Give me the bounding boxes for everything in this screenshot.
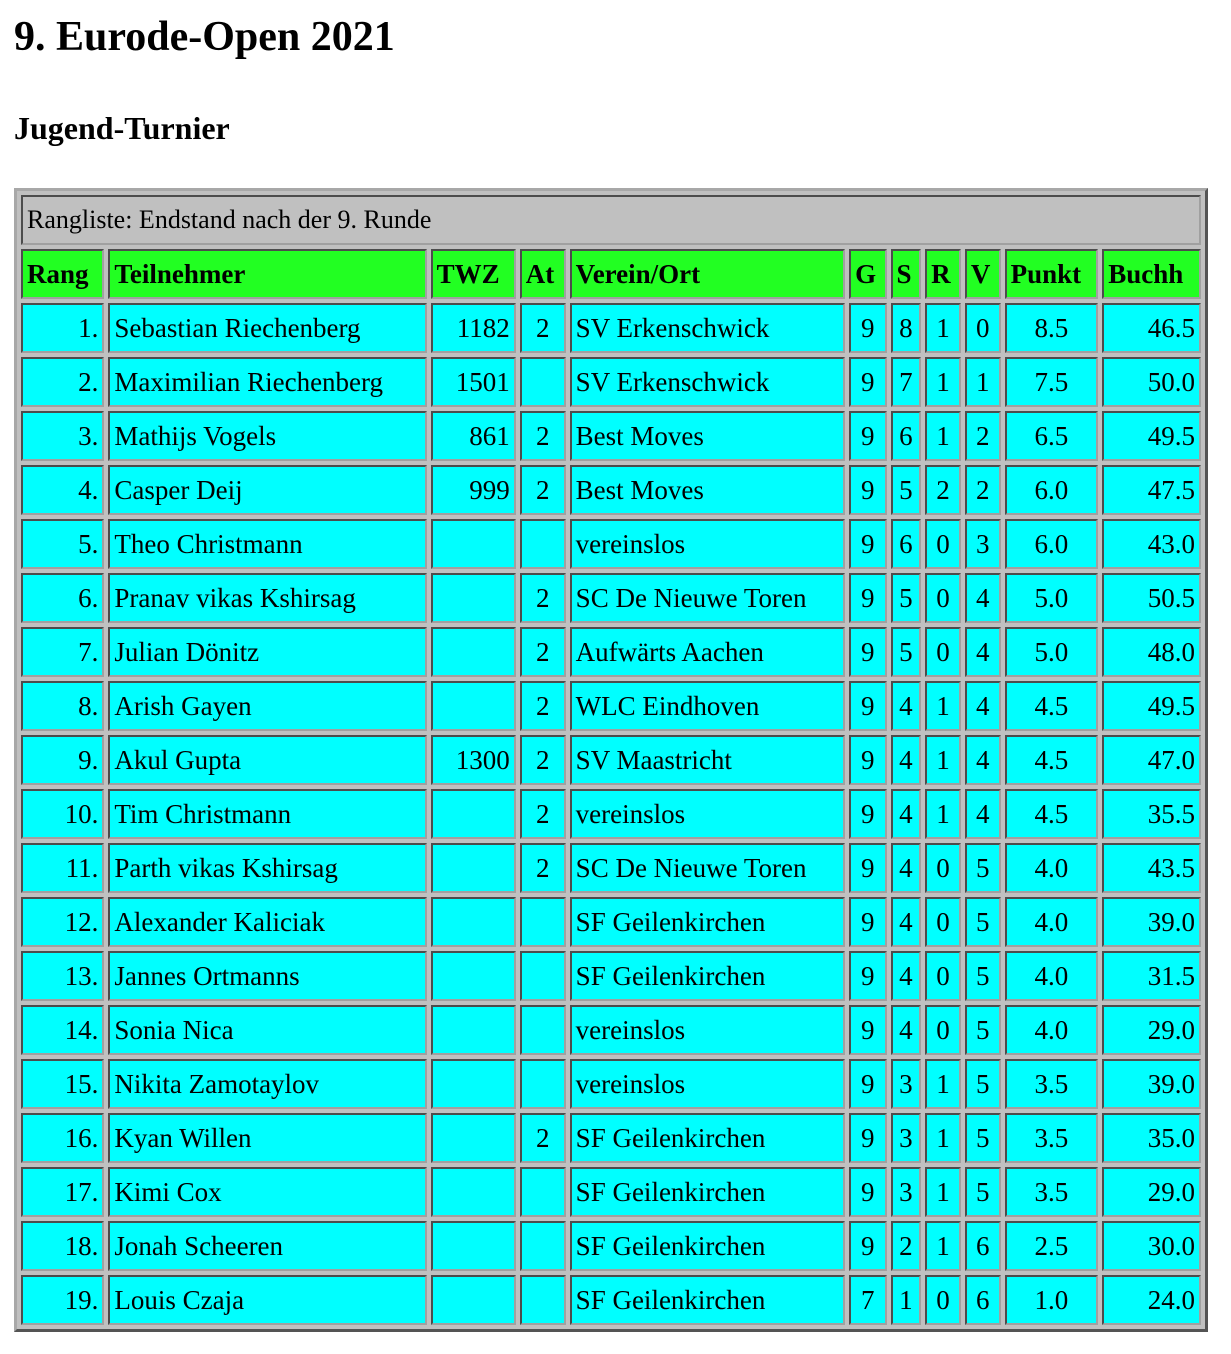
table-body	[21, 303, 1201, 1325]
draws-cell: 1	[925, 357, 961, 407]
at-cell	[520, 897, 566, 947]
club-cell: SF Geilenkirchen	[570, 1167, 845, 1217]
at-cell: 2	[520, 465, 566, 515]
buchholz-cell: 49.5	[1102, 681, 1201, 731]
draws-cell: 0	[925, 843, 961, 893]
club-cell: Best Moves	[570, 465, 845, 515]
buchholz-cell: 47.5	[1102, 465, 1201, 515]
wins-cell: 4	[891, 897, 922, 947]
twz-cell	[431, 681, 516, 731]
at-cell: 2	[520, 573, 566, 623]
points-cell: 4.0	[1005, 1005, 1099, 1055]
twz-cell	[431, 627, 516, 677]
header-col-rang: Rang	[21, 249, 104, 299]
table-row	[21, 735, 1201, 785]
wins-cell: 5	[891, 465, 922, 515]
club-cell: vereinslos	[570, 1059, 845, 1109]
club-cell: SC De Nieuwe Toren	[570, 573, 845, 623]
wins-cell: 4	[891, 843, 922, 893]
wins-cell: 8	[891, 303, 922, 353]
games-cell: 9	[849, 465, 886, 515]
player-name-cell: Mathijs Vogels	[108, 411, 426, 461]
club-cell: vereinslos	[570, 789, 845, 839]
twz-cell	[431, 1167, 516, 1217]
rank-cell: 18.	[21, 1221, 104, 1271]
wins-cell: 4	[891, 1005, 922, 1055]
rank-cell: 7.	[21, 627, 104, 677]
draws-cell: 0	[925, 897, 961, 947]
buchholz-cell: 49.5	[1102, 411, 1201, 461]
player-name-cell: Julian Dönitz	[108, 627, 426, 677]
at-cell: 2	[520, 627, 566, 677]
club-cell: SF Geilenkirchen	[570, 897, 845, 947]
losses-cell: 4	[965, 681, 1001, 731]
losses-cell: 6	[965, 1221, 1001, 1271]
twz-cell	[431, 951, 516, 1001]
losses-cell: 2	[965, 465, 1001, 515]
table-row	[21, 951, 1201, 1001]
table-row	[21, 357, 1201, 407]
at-cell: 2	[520, 303, 566, 353]
games-cell: 9	[849, 735, 886, 785]
games-cell: 9	[849, 627, 886, 677]
buchholz-cell: 29.0	[1102, 1005, 1201, 1055]
table-row	[21, 465, 1201, 515]
twz-cell: 861	[431, 411, 516, 461]
player-name-cell: Alexander Kaliciak	[108, 897, 426, 947]
at-cell	[520, 519, 566, 569]
club-cell: SF Geilenkirchen	[570, 951, 845, 1001]
wins-cell: 4	[891, 951, 922, 1001]
at-cell: 2	[520, 843, 566, 893]
draws-cell: 0	[925, 519, 961, 569]
table-row	[21, 1221, 1201, 1271]
at-cell	[520, 1059, 566, 1109]
wins-cell: 5	[891, 573, 922, 623]
games-cell: 9	[849, 951, 886, 1001]
games-cell: 9	[849, 1005, 886, 1055]
games-cell: 9	[849, 573, 886, 623]
losses-cell: 0	[965, 303, 1001, 353]
points-cell: 4.0	[1005, 897, 1099, 947]
twz-cell	[431, 1005, 516, 1055]
draws-cell: 0	[925, 573, 961, 623]
club-cell: SV Erkenschwick	[570, 357, 845, 407]
table-row	[21, 411, 1201, 461]
table-row	[21, 1113, 1201, 1163]
table-caption: Rangliste: Endstand nach der 9. Runde	[21, 195, 1201, 245]
points-cell: 6.0	[1005, 465, 1099, 515]
buchholz-cell: 48.0	[1102, 627, 1201, 677]
draws-cell: 0	[925, 1005, 961, 1055]
header-col-r: R	[925, 249, 961, 299]
club-cell: WLC Eindhoven	[570, 681, 845, 731]
points-cell: 5.0	[1005, 573, 1099, 623]
twz-cell: 1182	[431, 303, 516, 353]
club-cell: vereinslos	[570, 519, 845, 569]
wins-cell: 3	[891, 1167, 922, 1217]
wins-cell: 5	[891, 627, 922, 677]
player-name-cell: Nikita Zamotaylov	[108, 1059, 426, 1109]
games-cell: 9	[849, 897, 886, 947]
header-col-teilnehmer: Teilnehmer	[108, 249, 426, 299]
points-cell: 4.5	[1005, 681, 1099, 731]
buchholz-cell: 39.0	[1102, 897, 1201, 947]
points-cell: 7.5	[1005, 357, 1099, 407]
caption-row	[21, 195, 1201, 245]
rank-cell: 11.	[21, 843, 104, 893]
draws-cell: 0	[925, 951, 961, 1001]
buchholz-cell: 35.0	[1102, 1113, 1201, 1163]
at-cell	[520, 1167, 566, 1217]
header-col-verein: Verein/Ort	[570, 249, 845, 299]
losses-cell: 4	[965, 735, 1001, 785]
points-cell: 2.5	[1005, 1221, 1099, 1271]
header-col-at: At	[520, 249, 566, 299]
twz-cell	[431, 519, 516, 569]
club-cell: SV Maastricht	[570, 735, 845, 785]
points-cell: 3.5	[1005, 1167, 1099, 1217]
club-cell: Aufwärts Aachen	[570, 627, 845, 677]
table-row	[21, 897, 1201, 947]
games-cell: 9	[849, 1167, 886, 1217]
points-cell: 1.0	[1005, 1275, 1099, 1325]
points-cell: 4.5	[1005, 789, 1099, 839]
buchholz-cell: 24.0	[1102, 1275, 1201, 1325]
at-cell	[520, 357, 566, 407]
games-cell: 9	[849, 789, 886, 839]
twz-cell	[431, 1275, 516, 1325]
club-cell: SF Geilenkirchen	[570, 1221, 845, 1271]
page-title: 9. Eurode-Open 2021	[14, 14, 395, 60]
buchholz-cell: 50.0	[1102, 357, 1201, 407]
twz-cell	[431, 573, 516, 623]
buchholz-cell: 30.0	[1102, 1221, 1201, 1271]
points-cell: 4.5	[1005, 735, 1099, 785]
buchholz-cell: 43.0	[1102, 519, 1201, 569]
twz-cell	[431, 1059, 516, 1109]
club-cell: SF Geilenkirchen	[570, 1275, 845, 1325]
at-cell: 2	[520, 789, 566, 839]
rank-cell: 5.	[21, 519, 104, 569]
points-cell: 6.0	[1005, 519, 1099, 569]
wins-cell: 2	[891, 1221, 922, 1271]
header-col-g: G	[849, 249, 886, 299]
buchholz-cell: 50.5	[1102, 573, 1201, 623]
draws-cell: 1	[925, 411, 961, 461]
losses-cell: 5	[965, 1059, 1001, 1109]
club-cell: SV Erkenschwick	[570, 303, 845, 353]
player-name-cell: Sonia Nica	[108, 1005, 426, 1055]
draws-cell: 1	[925, 681, 961, 731]
draws-cell: 1	[925, 303, 961, 353]
rank-cell: 6.	[21, 573, 104, 623]
losses-cell: 2	[965, 411, 1001, 461]
wins-cell: 6	[891, 519, 922, 569]
player-name-cell: Pranav vikas Kshirsag	[108, 573, 426, 623]
rank-cell: 12.	[21, 897, 104, 947]
header-col-v: V	[965, 249, 1001, 299]
club-cell: Best Moves	[570, 411, 845, 461]
losses-cell: 5	[965, 1005, 1001, 1055]
table-row	[21, 303, 1201, 353]
wins-cell: 7	[891, 357, 922, 407]
rank-cell: 17.	[21, 1167, 104, 1217]
player-name-cell: Jonah Scheeren	[108, 1221, 426, 1271]
wins-cell: 4	[891, 681, 922, 731]
losses-cell: 4	[965, 573, 1001, 623]
games-cell: 9	[849, 843, 886, 893]
draws-cell: 1	[925, 1221, 961, 1271]
rank-cell: 4.	[21, 465, 104, 515]
points-cell: 8.5	[1005, 303, 1099, 353]
wins-cell: 6	[891, 411, 922, 461]
at-cell: 2	[520, 735, 566, 785]
losses-cell: 6	[965, 1275, 1001, 1325]
at-cell	[520, 1275, 566, 1325]
at-cell	[520, 1221, 566, 1271]
rank-cell: 14.	[21, 1005, 104, 1055]
twz-cell	[431, 789, 516, 839]
games-cell: 9	[849, 411, 886, 461]
at-cell	[520, 951, 566, 1001]
twz-cell	[431, 843, 516, 893]
buchholz-cell: 46.5	[1102, 303, 1201, 353]
points-cell: 4.0	[1005, 951, 1099, 1001]
club-cell: vereinslos	[570, 1005, 845, 1055]
at-cell	[520, 1005, 566, 1055]
player-name-cell: Jannes Ortmanns	[108, 951, 426, 1001]
club-cell: SC De Nieuwe Toren	[570, 843, 845, 893]
losses-cell: 5	[965, 1167, 1001, 1217]
player-name-cell: Theo Christmann	[108, 519, 426, 569]
wins-cell: 1	[891, 1275, 922, 1325]
player-name-cell: Maximilian Riechenberg	[108, 357, 426, 407]
games-cell: 9	[849, 1059, 886, 1109]
points-cell: 4.0	[1005, 843, 1099, 893]
losses-cell: 5	[965, 1113, 1001, 1163]
player-name-cell: Kimi Cox	[108, 1167, 426, 1217]
losses-cell: 3	[965, 519, 1001, 569]
at-cell: 2	[520, 411, 566, 461]
draws-cell: 1	[925, 1167, 961, 1217]
wins-cell: 4	[891, 735, 922, 785]
player-name-cell: Casper Deij	[108, 465, 426, 515]
table-row	[21, 789, 1201, 839]
wins-cell: 3	[891, 1059, 922, 1109]
games-cell: 9	[849, 1113, 886, 1163]
games-cell: 7	[849, 1275, 886, 1325]
draws-cell: 1	[925, 735, 961, 785]
at-cell: 2	[520, 681, 566, 731]
buchholz-cell: 47.0	[1102, 735, 1201, 785]
points-cell: 5.0	[1005, 627, 1099, 677]
rank-cell: 16.	[21, 1113, 104, 1163]
table-row	[21, 1005, 1201, 1055]
losses-cell: 5	[965, 951, 1001, 1001]
table-row	[21, 1059, 1201, 1109]
player-name-cell: Arish Gayen	[108, 681, 426, 731]
rank-cell: 8.	[21, 681, 104, 731]
losses-cell: 1	[965, 357, 1001, 407]
games-cell: 9	[849, 519, 886, 569]
twz-cell	[431, 897, 516, 947]
table-row	[21, 519, 1201, 569]
buchholz-cell: 43.5	[1102, 843, 1201, 893]
table-row	[21, 627, 1201, 677]
rank-cell: 13.	[21, 951, 104, 1001]
twz-cell	[431, 1113, 516, 1163]
twz-cell: 1501	[431, 357, 516, 407]
player-name-cell: Tim Christmann	[108, 789, 426, 839]
page-subtitle: Jugend-Turnier	[14, 110, 230, 146]
points-cell: 3.5	[1005, 1113, 1099, 1163]
rank-cell: 1.	[21, 303, 104, 353]
draws-cell: 0	[925, 627, 961, 677]
header-col-buchh: Buchh	[1102, 249, 1201, 299]
header-col-punkt: Punkt	[1005, 249, 1099, 299]
rank-cell: 10.	[21, 789, 104, 839]
wins-cell: 4	[891, 789, 922, 839]
games-cell: 9	[849, 1221, 886, 1271]
rank-cell: 9.	[21, 735, 104, 785]
twz-cell	[431, 1221, 516, 1271]
ranking-table	[14, 188, 1208, 1332]
table-row	[21, 843, 1201, 893]
twz-cell: 999	[431, 465, 516, 515]
draws-cell: 2	[925, 465, 961, 515]
table-row	[21, 1275, 1201, 1325]
player-name-cell: Louis Czaja	[108, 1275, 426, 1325]
buchholz-cell: 35.5	[1102, 789, 1201, 839]
draws-cell: 1	[925, 1059, 961, 1109]
games-cell: 9	[849, 681, 886, 731]
club-cell: SF Geilenkirchen	[570, 1113, 845, 1163]
draws-cell: 1	[925, 1113, 961, 1163]
games-cell: 9	[849, 303, 886, 353]
draws-cell: 0	[925, 1275, 961, 1325]
twz-cell: 1300	[431, 735, 516, 785]
buchholz-cell: 31.5	[1102, 951, 1201, 1001]
rank-cell: 3.	[21, 411, 104, 461]
at-cell: 2	[520, 1113, 566, 1163]
buchholz-cell: 29.0	[1102, 1167, 1201, 1217]
player-name-cell: Kyan Willen	[108, 1113, 426, 1163]
table-row	[21, 1167, 1201, 1217]
buchholz-cell: 39.0	[1102, 1059, 1201, 1109]
player-name-cell: Parth vikas Kshirsag	[108, 843, 426, 893]
header-col-s: S	[891, 249, 922, 299]
rank-cell: 15.	[21, 1059, 104, 1109]
draws-cell: 1	[925, 789, 961, 839]
losses-cell: 4	[965, 627, 1001, 677]
points-cell: 6.5	[1005, 411, 1099, 461]
games-cell: 9	[849, 357, 886, 407]
wins-cell: 3	[891, 1113, 922, 1163]
points-cell: 3.5	[1005, 1059, 1099, 1109]
rank-cell: 2.	[21, 357, 104, 407]
table-row	[21, 573, 1201, 623]
player-name-cell: Akul Gupta	[108, 735, 426, 785]
losses-cell: 4	[965, 789, 1001, 839]
header-row	[21, 249, 1201, 299]
rank-cell: 19.	[21, 1275, 104, 1325]
header-col-twz: TWZ	[431, 249, 516, 299]
table-row	[21, 681, 1201, 731]
player-name-cell: Sebastian Riechenberg	[108, 303, 426, 353]
losses-cell: 5	[965, 897, 1001, 947]
losses-cell: 5	[965, 843, 1001, 893]
